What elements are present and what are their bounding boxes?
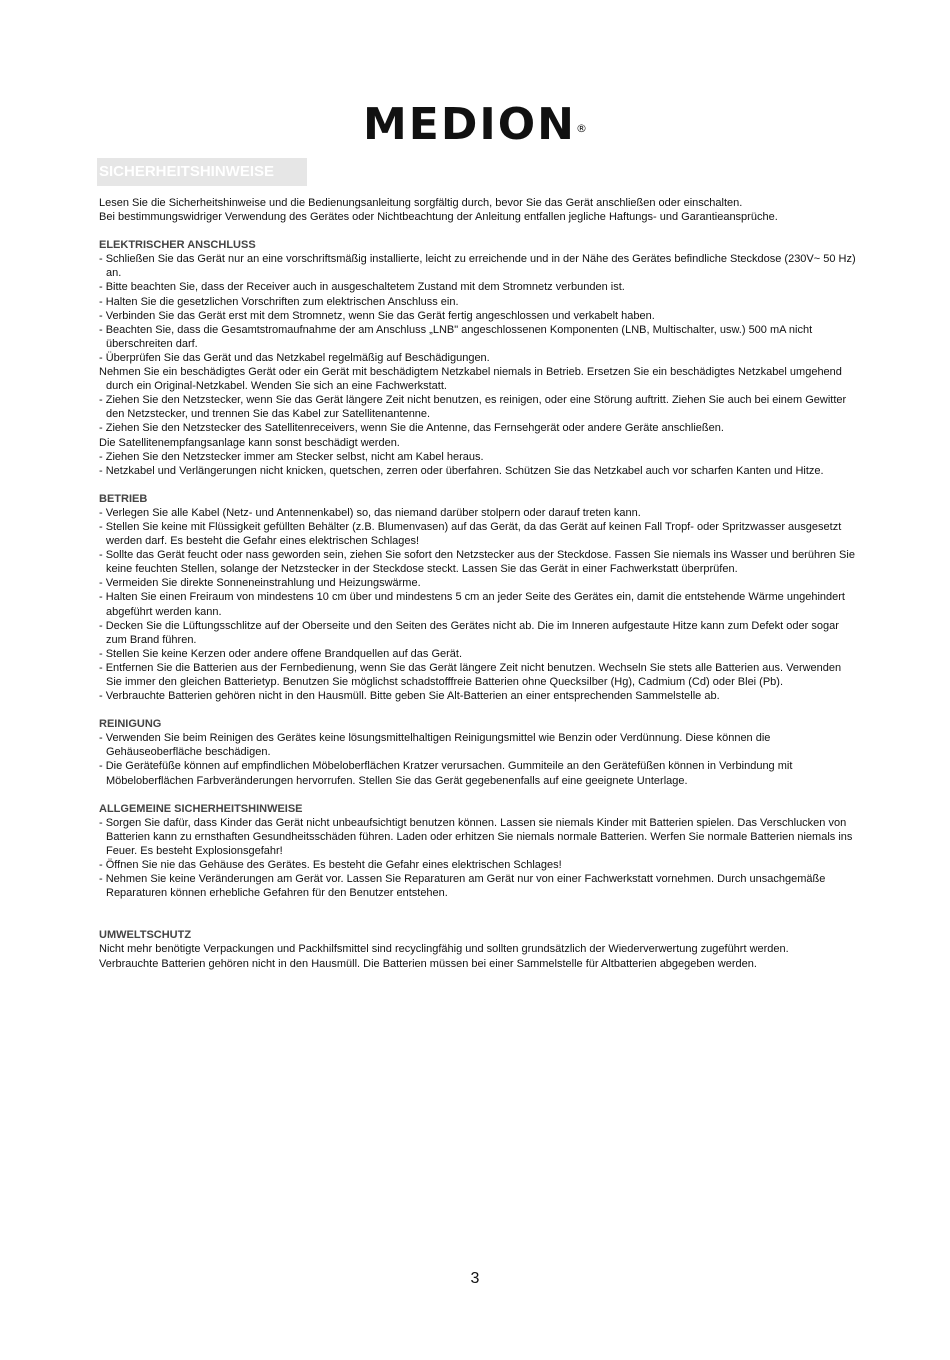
list-item: - Sollte das Gerät feucht oder nass geworden sein, ziehen Sie sofort den Netzstecker aus der Steckdose. Fassen Sie niemals ins Wasser und berühren Sie keine feuchten Stellen, solange der Netzstecker in der Steckdose steckt. Lassen Sie das Gerät in einer Fachwerkstatt überprüfen. — [99, 549, 855, 576]
intro-line: Bei bestimmungswidriger Verwendung des Gerätes oder Nichtbeachtung der Anleitung entfallen jegliche Haftungs- und Garantieansprüche. — [99, 211, 778, 224]
list-item: - Bitte beachten Sie, dass der Receiver auch in ausgeschaltetem Zustand mit dem Stromnetz verbunden ist. — [99, 281, 625, 294]
list-item: - Ziehen Sie den Netzstecker, wenn Sie das Gerät längere Zeit nicht benutzen, es reinigen, oder eine Störung auftritt. Ziehen Sie auch bei einem Gewitter den Netzstecker, und trennen Sie das Kabel zur Satellitenantenne. — [99, 394, 847, 421]
list-item: - Entfernen Sie die Batterien aus der Fernbedienung, wenn Sie das Gerät längere Zeit nicht benutzen. Wechseln Sie stets alle Batterien aus. Verwenden Sie immer den gleichen Batterietyp. Benutzen Sie möglichst schadstofffreie Batterien ohne Quecksilber (Hg), Cadmium (Cd) oder Blei (Pb). — [99, 661, 842, 688]
document-body — [99, 196, 857, 971]
section-environment — [99, 928, 857, 970]
list-item: - Nehmen Sie keine Veränderungen am Gerät vor. Lassen Sie Reparaturen am Gerät nur von einer Fachwerkstatt vornehmen. Durch unsachgemäße Reparaturen können erhebliche Gefahren für den Benutzer entstehen. — [99, 873, 826, 900]
list-item: - Überprüfen Sie das Gerät und das Netzkabel regelmäßig auf Beschädigungen. — [99, 351, 490, 364]
list-item: - Netzkabel und Verlängerungen nicht knicken, quetschen, zerren oder überfahren. Schützen Sie das Netzkabel auch vor scharfen Kanten und Hitze. — [99, 464, 824, 477]
list-item: Nehmen Sie ein beschädigtes Gerät oder ein Gerät mit beschädigtem Netzkabel niemals in Betrieb. Ersetzen Sie ein beschädigtes Netzkabel umgehend durch ein Original-Netzkabel. Wenden Sie sich an eine Fachwerkstatt. — [99, 366, 842, 393]
item-list — [99, 506, 857, 703]
list-item: - Sorgen Sie dafür, dass Kinder das Gerät nicht unbeaufsichtigt benutzen können. Lassen sie niemals Kinder mit Batterien spielen. Das Verschlucken von Batterien kann zu ernsthaften Gesundheitsschäden führen. Laden oder erhitzen Sie niemals normale Batterien. Werfen Sie normale Batterien niemals ins Feuer. Es besteht Explosionsgefahr! — [99, 816, 853, 857]
list-item: - Ziehen Sie den Netzstecker des Satellitenreceivers, wenn Sie die Antenne, das Fernsehgerät oder andere Geräte anschließen. — [99, 422, 724, 435]
list-item: - Verbinden Sie das Gerät erst mit dem Stromnetz, wenn Sie das Gerät fertig angeschlossen und verkabelt haben. — [99, 309, 655, 322]
page-number: 3 — [470, 1270, 480, 1287]
paragraph-line: Verbrauchte Batterien gehören nicht in den Hausmüll. Die Batterien müssen bei einer Sammelstelle für Altbatterien abgegeben werden. — [99, 957, 757, 970]
list-item: - Ziehen Sie den Netzstecker immer am Stecker selbst, nicht am Kabel heraus. — [99, 450, 484, 463]
medion-logo — [0, 100, 950, 150]
list-item: - Stellen Sie keine mit Flüssigkeit gefüllten Behälter (z.B. Blumenvasen) auf das Gerät, da das Gerät auf keinen Fall Tropf- oder Spritzwasser ausgesetzt werden darf. Es besteht die Gefahr eines elektrischen Schlages! — [99, 520, 842, 548]
list-item: - Die Gerätefüße können auf empfindlichen Möbeloberflächen Kratzer verursachen. Gummiteile an den Gerätefüßen können in Verbindung mit Möbeloberflächen Farbveränderungen hervorrufen. Stellen Sie das Gerät gegebenenfalls auf eine geeignete Unterlage. — [99, 760, 793, 787]
list-item: - Halten Sie einen Freiraum von mindestens 10 cm über und mindestens 5 cm an jeder Seite des Gerätes ein, damit die entstehende Wärme ungehindert abgeführt werden kann. — [99, 591, 845, 618]
list-item: Die Satellitenempfangsanlage kann sonst beschädigt werden. — [99, 436, 400, 449]
item-list — [99, 731, 857, 787]
list-item: - Beachten Sie, dass die Gesamtstromaufnahme der am Anschluss „LNB" angeschlossenen Komponenten (LNB, Multischalter, usw.) 500 mA nicht überschreiten darf. — [99, 323, 813, 350]
section-cleaning — [99, 717, 857, 787]
logo-text: MEDION — [363, 99, 576, 150]
paragraph-line: Nicht mehr benötigte Verpackungen und Packhilfsmittel sind recyclingfähig und sollten grundsätzlich der Wiederverwertung zugeführt werden. — [99, 943, 789, 956]
section-heading: BETRIEB — [99, 492, 148, 505]
registered-mark: ® — [575, 122, 587, 135]
section-operation — [99, 492, 857, 703]
section-general-safety — [99, 802, 857, 901]
section-banner: SICHERHEITSHINWEISE — [97, 158, 307, 186]
section-heading: REINIGUNG — [99, 718, 162, 731]
item-list — [99, 252, 857, 478]
section-electrical — [99, 238, 857, 478]
list-item: - Verwenden Sie beim Reinigen des Gerätes keine lösungsmittelhaltigen Reinigungsmittel wie Benzin oder Verdünnung. Diese können die Gehäuseoberfläche beschädigen. — [99, 732, 771, 759]
intro — [99, 196, 857, 224]
section-heading: ELEKTRISCHER ANSCHLUSS — [99, 239, 256, 252]
list-item: - Verlegen Sie alle Kabel (Netz- und Antennenkabel) so, das niemand darüber stolpern oder darauf treten kann. — [99, 506, 641, 519]
intro-line: Lesen Sie die Sicherheitshinweise und die Bedienungsanleitung sorgfältig durch, bevor Sie das Gerät anschließen oder einschalten. — [99, 197, 743, 209]
section-heading: UMWELTSCHUTZ — [99, 929, 192, 942]
list-item: - Verbrauchte Batterien gehören nicht in den Hausmüll. Bitte geben Sie Alt-Batterien an einer entsprechenden Sammelstelle ab. — [99, 690, 720, 703]
list-item: - Stellen Sie keine Kerzen oder andere offene Brandquellen auf das Gerät. — [99, 647, 463, 660]
list-item: - Schließen Sie das Gerät nur an eine vorschriftsmäßig installierte, leicht zu erreichende und in der Nähe des Gerätes befindliche Steckdose (230V~ 50 Hz) an. — [99, 253, 856, 280]
list-item: - Halten Sie die gesetzlichen Vorschriften zum elektrischen Anschluss ein. — [99, 295, 459, 308]
item-list — [99, 816, 857, 901]
list-item: - Öffnen Sie nie das Gehäuse des Gerätes. Es besteht die Gefahr eines elektrischen Schlages! — [99, 859, 562, 872]
list-item: - Decken Sie die Lüftungsschlitze auf der Oberseite und den Seiten des Gerätes nicht ab. Die im Inneren aufgestaute Hitze kann zum Defekt oder sogar zum Brand führen. — [99, 619, 839, 646]
section-heading: ALLGEMEINE SICHERHEITSHINWEISE — [99, 802, 303, 815]
list-item: - Vermeiden Sie direkte Sonneneinstrahlung und Heizungswärme. — [99, 577, 421, 590]
